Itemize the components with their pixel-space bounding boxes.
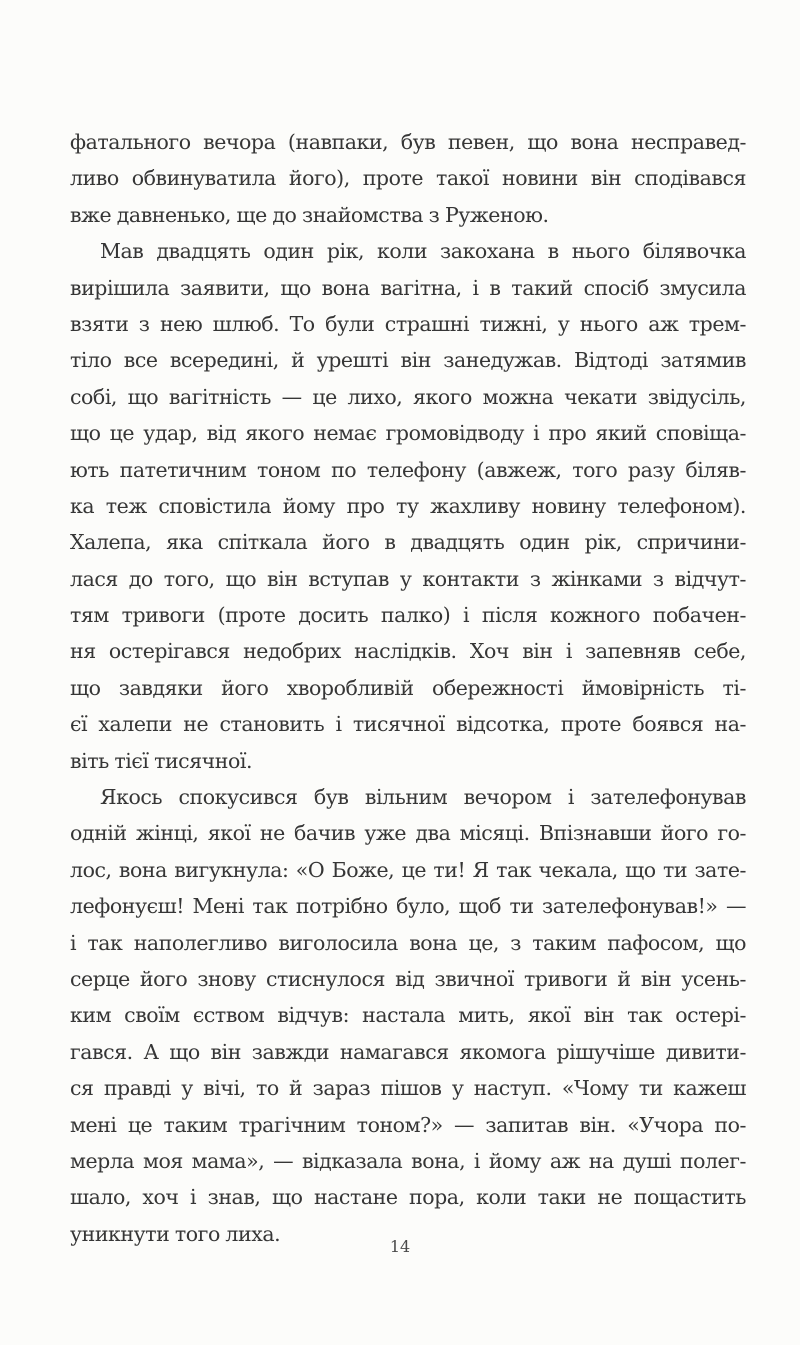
paragraph-3 (70, 779, 746, 1252)
text-line: тіло все всередині, й урешті він занедужав. Відтоді затямив (70, 348, 746, 373)
text-line: ка теж сповістила йому про ту жахливу новину телефоном). (70, 493, 746, 518)
text-line: Халепа, яка спіткала його в двадцять один рік, спричини- (70, 530, 746, 555)
text-line: ня остерігався недобрих наслідків. Хоч він і запевняв себе, (70, 639, 746, 664)
text-line: ливо обвинуватила його), проте такої новини він сподівався (70, 166, 746, 191)
text-line: фатального вечора (навпаки, був певен, що вона несправед- (70, 130, 746, 154)
text-line: що завдяки його хворобливій обережності ймовірність ті- (70, 675, 746, 700)
body-text (70, 124, 746, 1252)
text-line: мені це таким трагічним тоном?» — запитав він. «Учора по- (70, 1112, 746, 1137)
text-line: віть тієї тисячної. (70, 748, 253, 773)
text-line: ють патетичним тоном по телефону (авжеж, того разу біляв- (70, 457, 746, 482)
text-line: єї халепи не становить і тисячної відсотка, проте боявся на- (70, 712, 746, 737)
text-line: одній жінці, якої не бачив уже два місяці. Впізнавши його го- (70, 821, 746, 846)
text-line: лефонуєш! Мені так потрібно було, щоб ти зателефонував!» — (70, 894, 746, 919)
text-line: і так наполегливо виголосила вона це, з таким пафосом, що (70, 930, 746, 955)
paragraph-2 (70, 233, 746, 779)
text-line: собі, що вагітність — це лихо, якого можна чекати звідусіль, (70, 384, 746, 409)
text-line: лася до того, що він вступав у контакти з жінками з відчут- (70, 566, 746, 591)
text-line: вирішила заявити, що вона вагітна, і в такий спосіб змусила (70, 275, 746, 300)
text-line: вже давненько, ще до знайомства з Руженою. (70, 202, 549, 227)
page-number: 14 (389, 1237, 411, 1256)
text-line: тям тривоги (проте досить палко) і після кожного побачен- (70, 603, 746, 628)
text-line: серце його знову стиснулося від звичної тривоги й він усень- (70, 966, 746, 991)
text-line: що це удар, від якого немає громовідводу і про який сповіща- (70, 421, 746, 446)
text-line: Якось спокусився був вільним вечором і зателефонував (100, 785, 746, 810)
text-line: ся правді у вічі, то й зараз пішов у наступ. «Чому ти кажеш (70, 1076, 746, 1101)
text-line: лос, вона вигукнула: «О Боже, це ти! Я так чекала, що ти зате- (70, 857, 746, 882)
text-line: ким своїм єством відчув: настала мить, якої він так остері- (70, 1003, 746, 1028)
text-line: взяти з нею шлюб. То були страшні тижні, у нього аж трем- (70, 311, 746, 336)
text-line: мерла моя мама», — відказала вона, і йому аж на душі полег- (70, 1148, 746, 1173)
text-line: гався. А що він завжди намагався якомога рішучіше дивити- (70, 1039, 746, 1064)
text-line: уникнути того лиха. (70, 1221, 281, 1246)
text-line: шало, хоч і знав, що настане пора, коли таки не пощастить (70, 1185, 746, 1210)
paragraph-1 (70, 124, 746, 233)
text-line: Мав двадцять один рік, коли закохана в нього білявочка (100, 239, 746, 264)
